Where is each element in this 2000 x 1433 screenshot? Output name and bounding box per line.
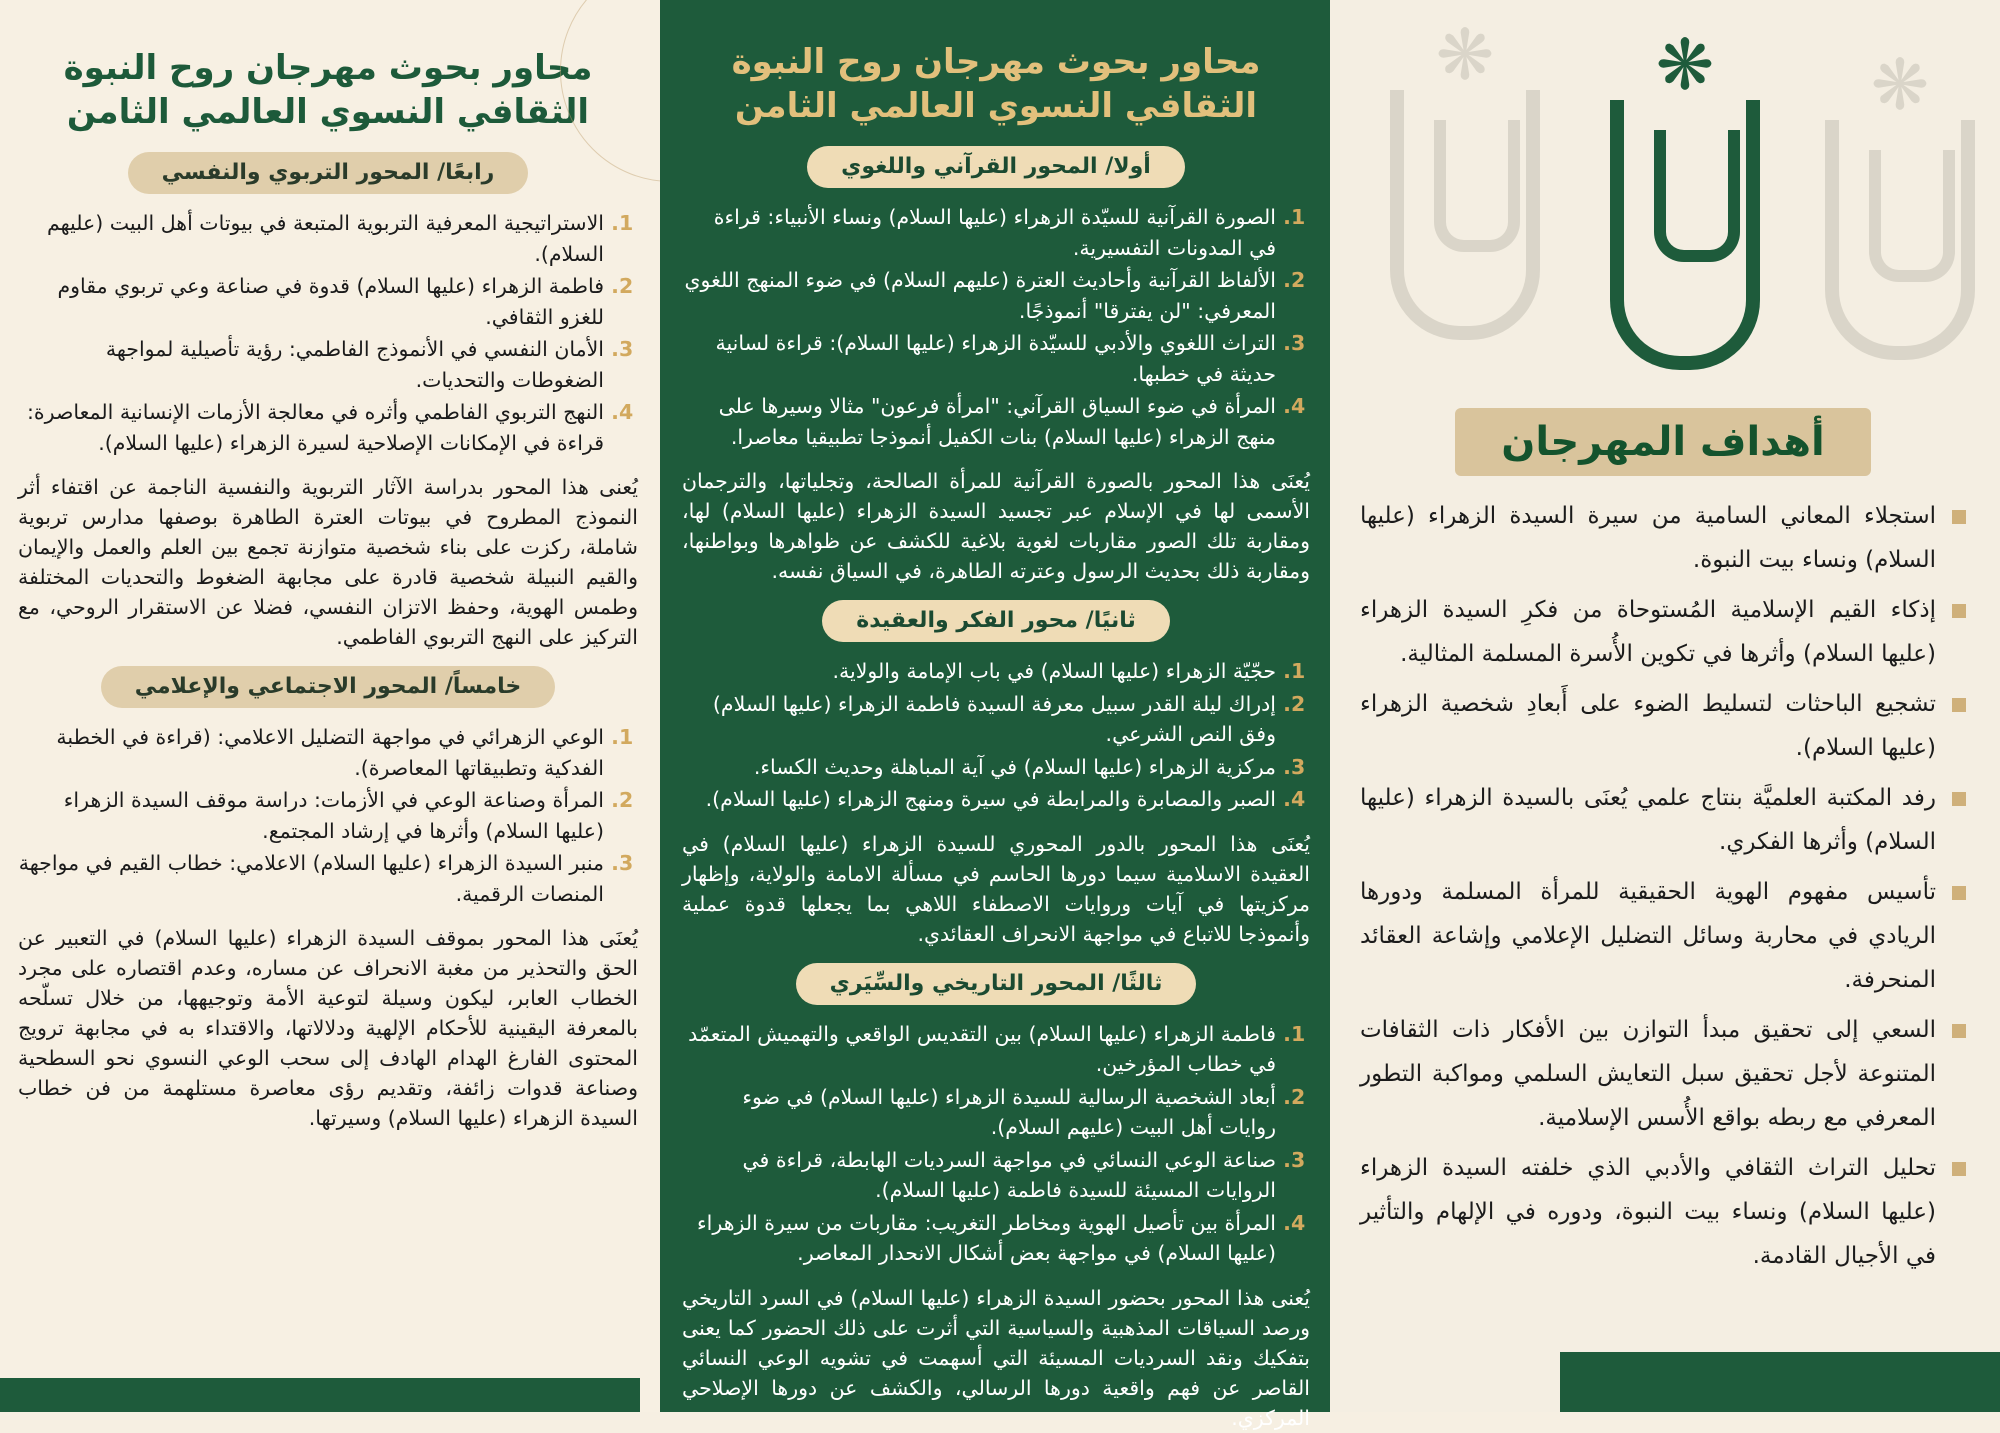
list-item: 2. فاطمة الزهراء (عليها السلام) قدوة في صناعة وعي تربوي مقاوم للغزو الثقافي.	[18, 271, 604, 332]
list-item: 1. حجّيّة الزهراء (عليها السلام) في باب الإمامة والولاية.	[682, 656, 1276, 687]
panel-goals	[1330, 0, 2000, 1412]
goal-item: تحليل التراث الثقافي والأدبي الذي خلفته السيدة الزهراء (عليها السلام) ونساء بيت النبوة، ودوره في الإلهام والتأثير في الأجيال القادمة.	[1360, 1146, 1966, 1278]
goal-item: تشجيع الباحثات لتسليط الضوء على أَبعادِ شخصية الزهراء (عليها السلام).	[1360, 682, 1966, 770]
axis4-list	[18, 208, 638, 458]
list-item: 3. منبر السيدة الزهراء (عليها السلام) الاعلامي: خطاب القيم في مواجهة المنصات الرقمية.	[18, 848, 604, 909]
goal-item: رفد المكتبة العلميَّة بنتاج علمي يُعنَى بالسيدة الزهراء (عليها السلام) وأثرها الفكري.	[1360, 776, 1966, 864]
ghost-logo-icon: ❋	[1820, 50, 1980, 360]
ghost-logo-icon: ❋	[1380, 20, 1550, 340]
axis3-list	[682, 1019, 1310, 1269]
goal-item: السعي إلى تحقيق مبدأ التوازن بين الأفكار ذات الثقافات المتنوعة لأجل تحقيق سبل التعايش السلمي ومواكبة التطور المعرفي مع ربطه بواقع الأُسس الإسلامية.	[1360, 1008, 1966, 1140]
axis1-paragraph: يُعنَى هذا المحور بالصورة القرآنية للمرأة الصالحة، وتجلياتها، والترجمان الأسمى لها في الإسلام عبر تجسيد السيدة الزهراء (عليها السلام) لها، ومقاربة تلك الصور مقاربات لغوية بلاغية للكشف عن ظواهرها وبواطنها، ومقاربة ذلك بحديث الرسول وعترته الطاهرة، في السياق نفسه.	[682, 469, 1310, 583]
axis5-list	[18, 722, 638, 909]
axis3-heading: ثالثًا/ المحور التاريخي والسِّيَري	[796, 963, 1197, 1005]
axis3-paragraph: يُعنى هذا المحور بحضور السيدة الزهراء (عليها السلام) في السرد التاريخي ورصد السياقات المذهبية والسياسية التي أثرت على ذلك الحضور كما يعنى بتفكيك ونقد السرديات المسيئة التي أسهمت في تشويه الوعي النسائي القاصر عن فهم واقعية دورها الرسالي، والكشف عن دورها الإصلاحي المركزي.	[682, 1285, 1310, 1430]
goals-list	[1360, 494, 1966, 1278]
list-item: 3. الأمان النفسي في الأنموذج الفاطمي: رؤية تأصيلية لمواجهة الضغوطات والتحديات.	[18, 334, 604, 395]
goal-item: استجلاء المعاني السامية من سيرة السيدة الزهراء (عليها السلام) ونساء بيت النبوة.	[1360, 494, 1966, 582]
list-item: 4. النهج التربوي الفاطمي وأثره في معالجة الأزمات الإنسانية المعاصرة: قراءة في الإمكانات الإصلاحية لسيرة الزهراء (عليها السلام).	[18, 397, 604, 458]
axis1-heading: أولا/ المحور القرآني واللغوي	[807, 146, 1185, 188]
festival-logo-area	[1360, 0, 1966, 400]
axis2-heading: ثانيًا/ محور الفكر والعقيدة	[822, 600, 1170, 642]
list-item: 2. الألفاظ القرآنية وأحاديث العترة (عليهم السلام) في ضوء المنهج اللغوي المعرفي: "لن يفترقا" أنموذجًا.	[682, 265, 1276, 326]
mid-title	[682, 40, 1310, 128]
axis4-paragraph: يُعنى هذا المحور بدراسة الآثار التربوية والنفسية الناجمة عن اقتفاء أثر النموذج المطروح في بيوتات العترة الطاهرة بوصفها مدارس تربوية شاملة، ركزت على بناء شخصية متوازنة تجمع بين العلم والعمل والإيمان والقيم النبيلة شخصية قادرة على مجابهة الضغوط والتحديات المختلفة وطمس الهوية، وحفظ الاتزان النفسي، فضلا عن الاستقرار الروحي، مع التركيز على النهج التربوي الفاطمي.	[18, 475, 638, 649]
axis5-paragraph: يُعنَى هذا المحور بموقف السيدة الزهراء (عليها السلام) في التعبير عن الحق والتحذير من مغبة الانحراف عن مساره، وعدم اقتصاره على مجرد الخطاب العابر، ليكون وسيلة لتوعية الأمة وتوجيهها، من خلال تسلّحه بالمعرفة اليقينية للأحكام الإلهية ودلالاتها، والاقتداء به في مجابهة ترويج المحتوى الفارغ الهدام الهادف إلى سحب الوعي النسوي نحو السطحية وصناعة قدوات زائفة، وتقديم رؤى معاصرة مستلهمة من فن خطاب السيدة الزهراء (عليها السلام) وسيرتها.	[18, 926, 638, 1130]
list-item: 2. أبعاد الشخصية الرسالية للسيدة الزهراء (عليها السلام) في ضوء روايات أهل البيت (عليهم السلام).	[682, 1082, 1276, 1143]
goals-heading: أهداف المهرجان	[1455, 408, 1870, 476]
axis1-list	[682, 202, 1310, 452]
panel-axes-1-3	[660, 0, 1330, 1430]
list-item: 1. فاطمة الزهراء (عليها السلام) بين التقديس الواقعي والتهميش المتعمّد في خطاب المؤرخين.	[682, 1019, 1276, 1080]
left-title-line2: الثقافي النسوي العالمي الثامن	[66, 92, 590, 132]
festival-logo-icon: ❋	[1590, 10, 1780, 390]
left-title-line1: محاور بحوث مهرجان روح النبوة	[63, 48, 593, 88]
goal-item: تأسيس مفهوم الهوية الحقيقية للمرأة المسلمة ودورها الريادي في محاربة وسائل التضليل الإعلامي وإشاعة العقائد المنحرفة.	[1360, 870, 1966, 1002]
left-title	[18, 46, 638, 134]
list-item: 4. الصبر والمصابرة والمرابطة في سيرة ومنهج الزهراء (عليها السلام).	[682, 784, 1276, 815]
bottom-band	[1560, 1352, 2000, 1412]
axis2-list	[682, 656, 1310, 815]
list-item: 1. الصورة القرآنية للسيّدة الزهراء (عليها السلام) ونساء الأنبياء: قراءة في المدونات التفسيرية.	[682, 202, 1276, 263]
list-item: 1. الاستراتيجية المعرفية التربوية المتبعة في بيوتات أهل البيت (عليهم السلام).	[18, 208, 604, 269]
list-item: 3. صناعة الوعي النسائي في مواجهة السرديات الهابطة، قراءة في الروايات المسيئة للسيدة فاطمة (عليها السلام).	[682, 1145, 1276, 1206]
list-item: 4. المرأة بين تأصيل الهوية ومخاطر التغريب: مقاربات من سيرة الزهراء (عليها السلام) في مواجهة بعض أشكال الانحدار المعاصر.	[682, 1208, 1276, 1269]
list-item: 3. التراث اللغوي والأدبي للسيّدة الزهراء (عليها السلام): قراءة لسانية حديثة في خطبها.	[682, 328, 1276, 389]
list-item: 4. المرأة في ضوء السياق القرآني: "امرأة فرعون" مثالا وسيرها على منهج الزهراء (عليها السلام) بنات الكفيل أنموذجا تطبيقيا معاصرا.	[682, 391, 1276, 452]
panel-axes-4-5	[0, 0, 660, 1412]
bottom-band	[0, 1378, 640, 1412]
list-item: 3. مركزية الزهراء (عليها السلام) في آية المباهلة وحديث الكساء.	[682, 752, 1276, 783]
axis5-heading: خامساً/ المحور الاجتماعي والإعلامي	[101, 666, 556, 708]
goal-item: إذكاء القيم الإسلامية المُستوحاة من فكرِ السيدة الزهراء (عليها السلام) وأثرها في تكوين الأُسرة المسلمة المثالية.	[1360, 588, 1966, 676]
mid-title-line2: الثقافي النسوي العالمي الثامن	[734, 86, 1258, 126]
axis2-paragraph: يُعنَى هذا المحور بالدور المحوري للسيدة الزهراء (عليها السلام) في العقيدة الاسلامية سيما دورها الحاسم في مسألة الامامة والولاية، وإظهار مركزيتها في آيات وروايات الاصطفاء اللاهي بما يجعلها قدوة عملية وأنموذجا للاتباع في مواجهة الانحراف العقائدي.	[682, 831, 1310, 946]
axis4-heading: رابعًا/ المحور التربوي والنفسي	[128, 152, 529, 194]
list-item: 2. إدراك ليلة القدر سبيل معرفة السيدة فاطمة الزهراء (عليها السلام) وفق النص الشرعي.	[682, 689, 1276, 750]
mid-title-line1: محاور بحوث مهرجان روح النبوة	[731, 42, 1261, 82]
list-item: 1. الوعي الزهرائي في مواجهة التضليل الاعلامي: (قراءة في الخطبة الفدكية وتطبيقاتها المعاصرة).	[18, 722, 604, 783]
list-item: 2. المرأة وصناعة الوعي في الأزمات: دراسة موقف السيدة الزهراء (عليها السلام) وأثرها في إرشاد المجتمع.	[18, 785, 604, 846]
